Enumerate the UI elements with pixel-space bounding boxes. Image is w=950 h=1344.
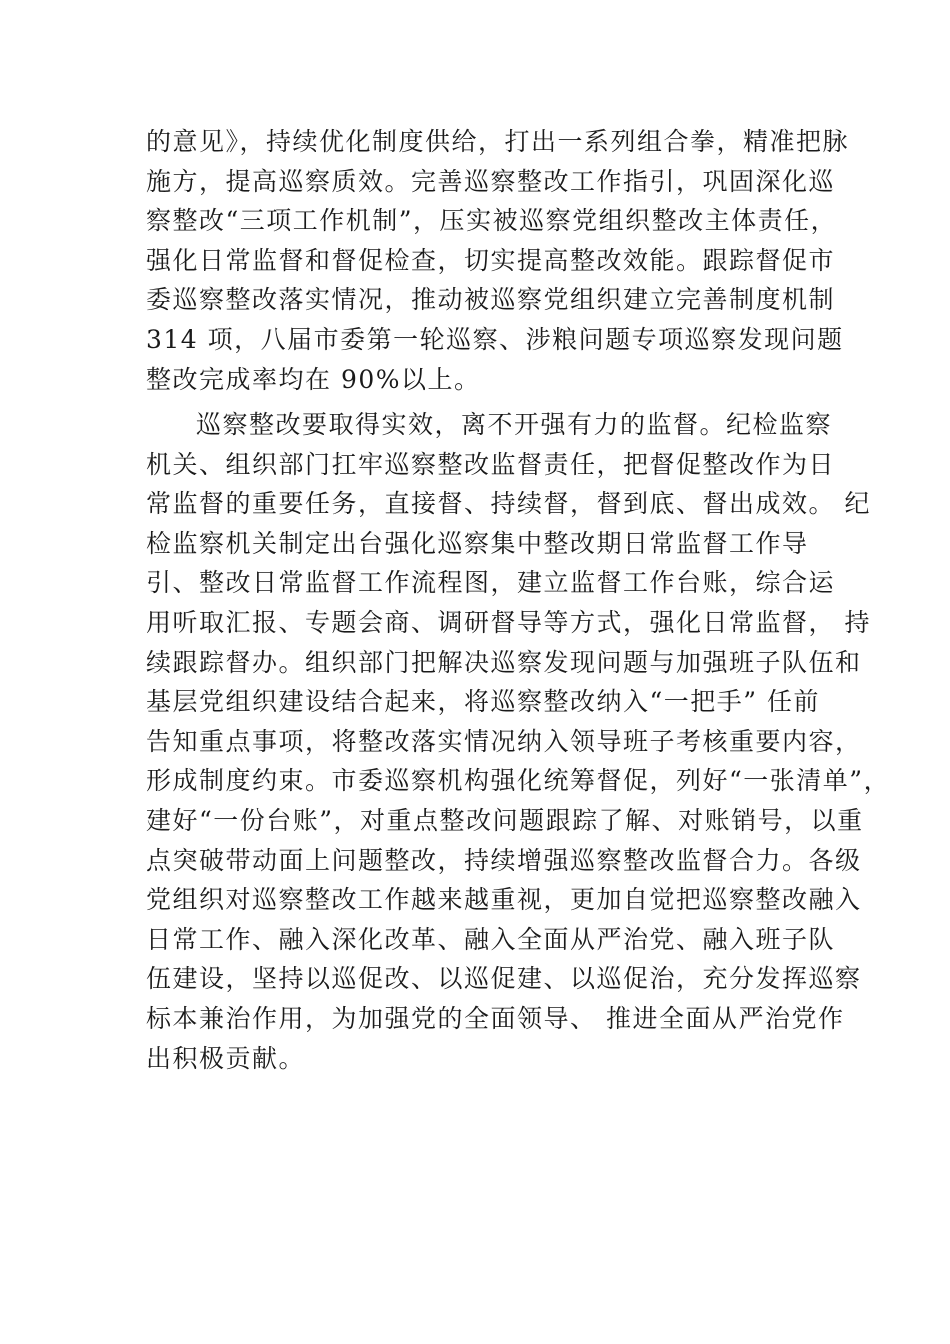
text-line: 告知重点事项，将整改落实情况纳入领导班子考核重要内容， xyxy=(146,726,862,756)
text-line: 伍建设，坚持以巡促改、以巡促建、以巡促治，充分发挥巡察 xyxy=(146,964,862,994)
text-line: 常监督的重要任务，直接督、持续督，督到底、督出成效。 纪 xyxy=(146,489,871,519)
text-line: 用听取汇报、专题会商、调研督导等方式，强化日常监督， 持 xyxy=(146,607,871,637)
text-line: 标本兼治作用，为加强党的全面领导、 推进全面从严治党作 xyxy=(146,1003,845,1033)
text-line: 委巡察整改落实情况，推动被巡察党组织建立完善制度机制 xyxy=(146,285,836,315)
text-line: 机关、组织部门扛牢巡察整改监督责任，把督促整改作为日 xyxy=(146,449,836,479)
text-line: 强化日常监督和督促检查，切实提高整改效能。跟踪督促市 xyxy=(146,245,836,275)
text-line: 察整改“三项工作机制”，压实被巡察党组织整改主体责任， xyxy=(146,206,838,236)
text-line: 建好“一份台账”，对重点整改问题跟踪了解、对账销号，以重 xyxy=(146,805,864,835)
paragraph-continued xyxy=(146,122,850,399)
text-line: 续跟踪督办。组织部门把解决巡察发现问题与加强班子队伍和 xyxy=(146,647,862,677)
text-line: 基层党组织建设结合起来，将巡察整改纳入“一把手” 任前 xyxy=(146,687,821,717)
text-line: 日常工作、融入深化改革、融入全面从严治党、融入班子队 xyxy=(146,924,836,954)
text-line: 施方，提高巡察质效。完善巡察整改工作指引，巩固深化巡 xyxy=(146,166,836,196)
text-line: 形成制度约束。市委巡察机构强化统筹督促，列好“一张清单”， xyxy=(146,766,891,796)
text-line-indented: 巡察整改要取得实效，离不开强有力的监督。纪检监察 xyxy=(196,410,833,439)
text-line: 引、整改日常监督工作流程图，建立监督工作台账，综合运 xyxy=(146,568,836,598)
text-line: 314 项，八届市委第一轮巡察、涉粮问题专项巡察发现问题 xyxy=(146,324,844,354)
text-line: 的意见》，持续优化制度供给，打出一系列组合拳，精准把脉 xyxy=(146,127,850,156)
paragraph-supervision xyxy=(146,405,891,1078)
text-line: 整改完成率均在 90%以上。 xyxy=(146,364,481,394)
text-line: 党组织对巡察整改工作越来越重视，更加自觉把巡察整改融入 xyxy=(146,885,862,915)
text-line: 出积极贡献。 xyxy=(146,1043,306,1073)
text-line: 检监察机关制定出台强化巡察集中整改期日常监督工作导 xyxy=(146,528,809,558)
text-line: 点突破带动面上问题整改，持续增强巡察整改监督合力。各级 xyxy=(146,845,862,875)
